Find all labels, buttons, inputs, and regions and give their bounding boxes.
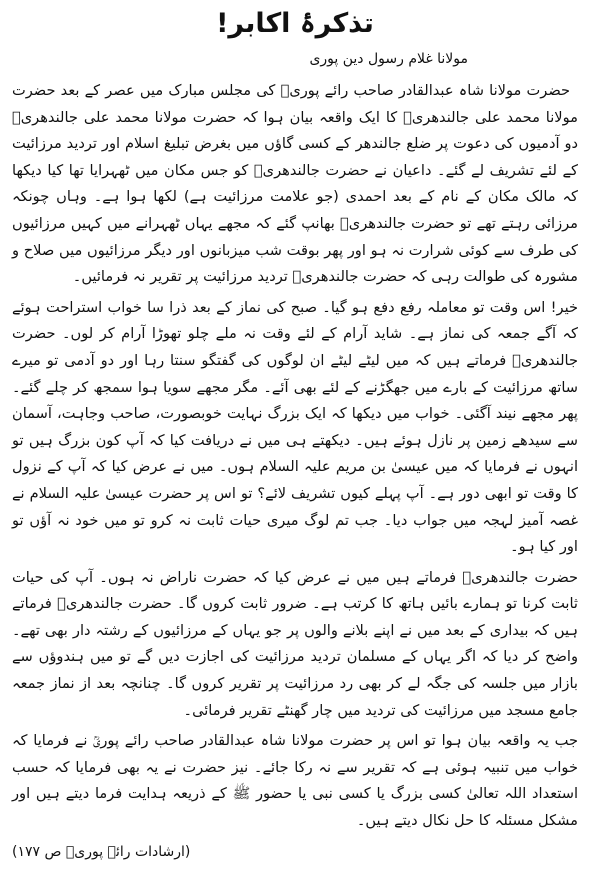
paragraph-4: جب یہ واقعہ بیان ہوا تو اس پر حضرت مولانا شاہ عبدالقادر صاحب رائے پوریؒ نے فرمایا کہ خواب میں تنبیہ ہوئی ہے کہ تقریر سے نہ رکا جائے۔ نیز حضرت نے یہ بھی فرمایا کہ حسب استعداد اللہ تعالیٰ کسی بزرگ یا کسی نبی یا حضور ﷺ کے ذریعہ ہدایت فرما دیتے ہیں اور مشکل مسئلہ کا حل نکال دیتے ہیں۔ [12, 732, 578, 830]
paragraph-1: حضرت مولانا شاہ عبدالقادر صاحب رائے پوریؒ کی مجلس مبارک میں عصر کے بعد حضرت مولانا محمد علی جالندھریؒ کا ایک واقعہ بیان ہوا کہ حضرت مولانا محمد علی جالندھریؒ دو آدمیوں کی دعوت پر ضلع جالندھر کے کسی گاؤں میں بغرض تبلیغ اسلام اور تردید مرزائیت کے لئے تشریف لے گئے۔ داعیان نے حضرت جالندھریؒ کو جس مکان میں ٹھہرایا تھا کیا دیکھا کہ مالک مکان کے نام کے بعد احمدی (جو علامت مرزائیت ہے) لکھا ہوا ہے۔ وہاں چونکہ مرزائی رہتے تھے تو حضرت جالندھریؒ بھانپ گئے کہ مجھے یہاں ٹھہرانے میں کہیں مرزائیوں کی طرف سے کوئی شرارت نہ ہو اور پھر بوقت شب میزبانوں اور دیگر مرزائیوں میں صلاح و مشورہ کی طوالت رہی کہ حضرت جالندھریؒ تردید مرزائیت پر تقریر نہ فرمائیں۔ [12, 82, 578, 286]
page-title: تذکرۂ اکابر! [216, 8, 374, 39]
source-reference: (ارشادات رائے پوریؒ ص ۱۷۷) [12, 843, 191, 860]
paragraph-2: خیر! اس وقت تو معاملہ رفع دفع ہو گیا۔ صبح کی نماز کے بعد ذرا سا خواب استراحت ہوئے کہ آگے جمعہ کی نماز ہے۔ شاید آرام کے لئے وقت نہ ملے چلو تھوڑا آرام کر لوں۔ حضرت جالندھریؒ فرماتے ہیں کہ میں لیٹے لیٹے ان لوگوں کی گفتگو سنتا رہا اور دو آدمی تو میرے ساتھ مرزائیت کے بارے میں جھگڑنے کے لئے بھی آئے۔ مگر مجھے سویا ہوا سمجھ کر چلے گئے۔ پھر مجھے نیند آگئی۔ خواب میں دیکھا کہ ایک بزرگ نہایت خوبصورت، صاحب وجاہت، آسمان سے سیدھے زمین پر نازل ہوئے ہیں۔ دیکھتے ہی میں نے دریافت کیا کہ آپ کون بزرگ ہیں تو انہوں نے فرمایا کہ میں عیسیٰ بن مریم علیہ السلام ہوں۔ میں نے عرض کیا کہ آپ کے نزول کا وقت تو ابھی دور ہے۔ آپ پہلے کیوں تشریف لائے؟ تو اس پر حضرت عیسیٰ علیہ السلام نے غصہ آمیز لہجہ میں جواب دیا۔ جب تم لوگ میری حیات ثابت نہ کرو تو میں خود نہ آؤں تو اور کیا ہو۔ [12, 298, 578, 556]
paragraph-3: حضرت جالندھریؒ فرماتے ہیں میں نے عرض کیا کہ حضرت ناراض نہ ہوں۔ آپ کی حیات ثابت کرنا تو ہمارے بائیں ہاتھ کا کرتب ہے۔ ضرور ثابت کروں گا۔ حضرت جالندھریؒ فرماتے ہیں کہ بیداری کے بعد میں نے اپنے بلانے والوں پر جو یہاں کے مرزائیوں کے رشتہ دار بھی تھے۔ واضح کر دیا کہ اگر یہاں کے مسلمان تردید مرزائیت کی اجازت دیں گے تو میں ہندوؤں سے بازار میں جلسہ کی جگہ لے کر بھی رد مرزائیت پر تقریر کروں گا۔ چنانچہ بعد از نماز جمعہ جامع مسجد میں مرزائیت کی تردید میں چار گھنٹے تقریر فرمائی۔ [12, 568, 578, 719]
footer [12, 839, 578, 865]
author-name: مولانا غلام رسول دین پوری [309, 51, 468, 67]
